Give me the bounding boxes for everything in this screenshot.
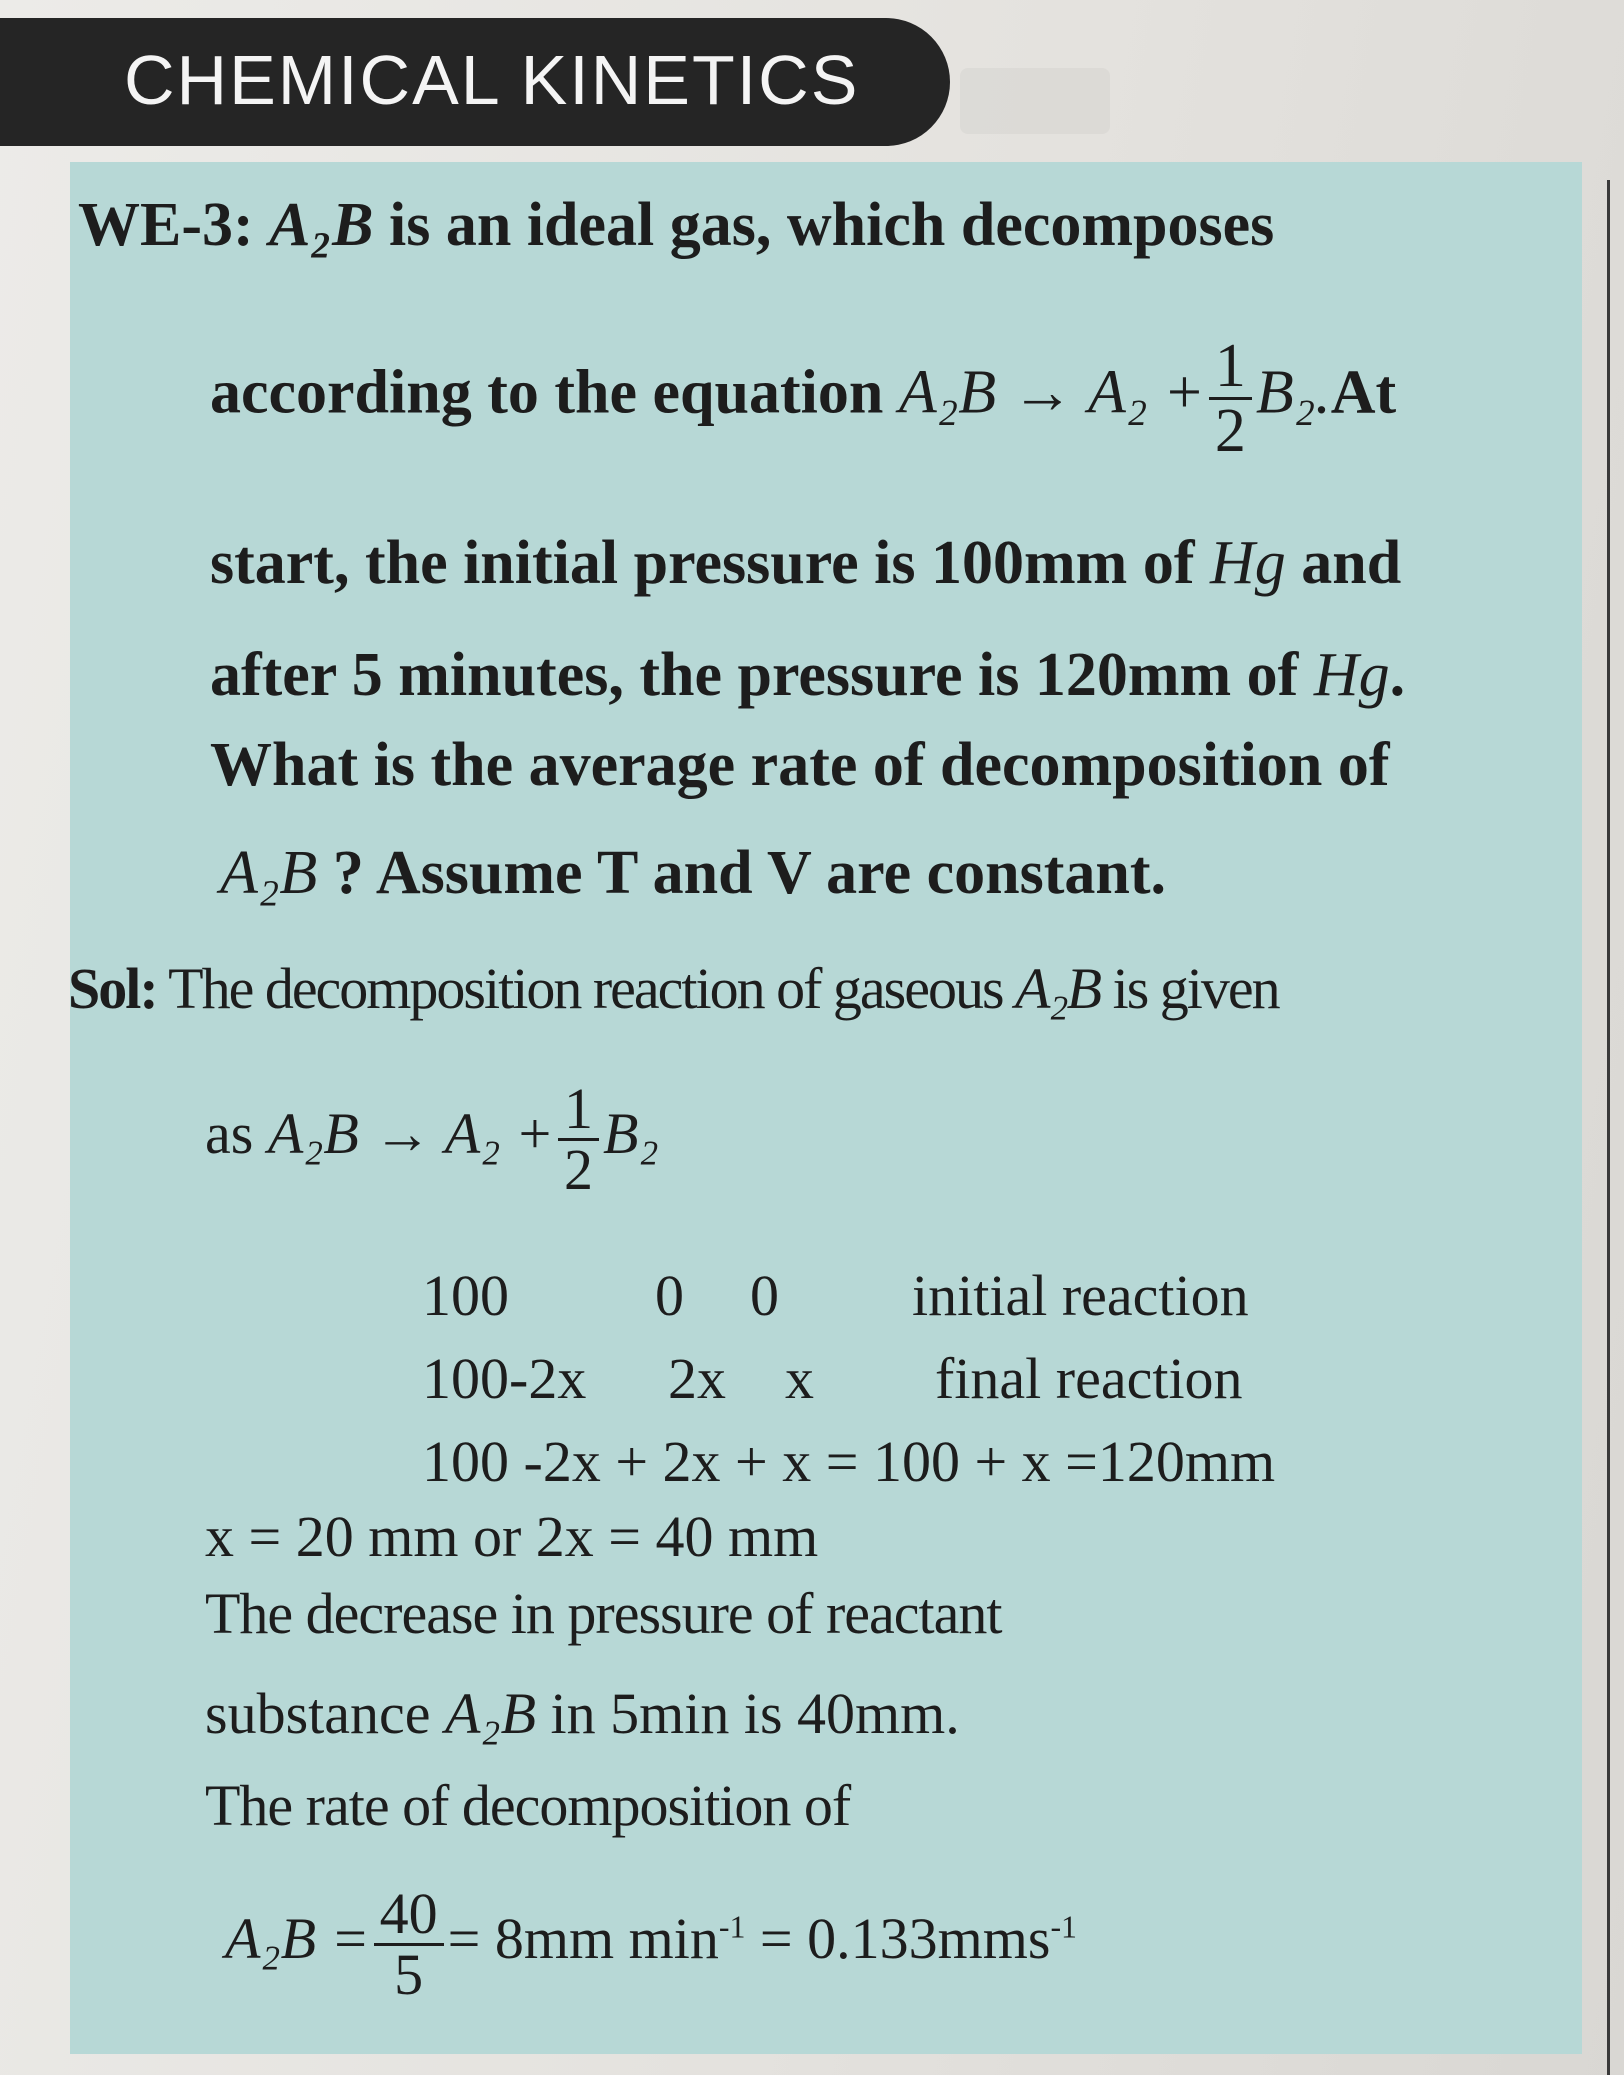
rate-per-minute: = 8mm min <box>447 1905 719 1971</box>
exponent: -1 <box>718 1909 746 1945</box>
reaction-equation-left: A₂B → A₂ + <box>898 358 1205 427</box>
question-text: and <box>1301 529 1402 597</box>
pressure-row-initial-b: 0 <box>655 1263 684 1328</box>
question-text: At <box>1330 358 1397 427</box>
pressure-sum-equation: 100 -2x + 2x + x = 100 + x =120mm <box>422 1429 1276 1494</box>
pressure-row-final-label: final reaction <box>935 1346 1243 1411</box>
symbol-hg: Hg <box>1313 641 1390 709</box>
pressure-row-final-b: 2x <box>668 1346 726 1411</box>
chapter-title: CHEMICAL KINETICS <box>124 41 860 119</box>
question-line-2 <box>210 332 1397 465</box>
fraction-denominator: 5 <box>374 1943 444 2004</box>
question-line-4 <box>210 640 1405 711</box>
fraction-forty-over-five <box>374 1881 444 2007</box>
symbol-hg: Hg <box>1209 529 1286 597</box>
formula-a2b: A₂B <box>445 1681 537 1746</box>
reaction-equation-right: B₂ <box>603 1100 659 1166</box>
solution-text: as <box>205 1100 254 1166</box>
fraction-numerator: 40 <box>379 1881 438 1946</box>
question-text: according to the equation <box>210 358 884 427</box>
question-text: start, the initial pressure is 100mm of <box>210 529 1195 597</box>
fraction-denominator: 2 <box>558 1138 599 1199</box>
reaction-equation-right: B₂. <box>1255 358 1331 427</box>
question-line-1 <box>78 190 1274 261</box>
question-text: is an ideal gas, which decomposes <box>388 191 1275 259</box>
solution-line-substance <box>205 1680 960 1747</box>
fraction-numerator: 1 <box>1214 332 1246 400</box>
exponent: -1 <box>1050 1909 1078 1945</box>
faded-logo-mark <box>960 68 1110 134</box>
pressure-row-initial-c: 0 <box>750 1263 779 1328</box>
solution-text: is given <box>1112 956 1279 1021</box>
question-label: WE-3: <box>78 191 254 259</box>
solution-x-value: x = 20 mm or 2x = 40 mm <box>205 1504 819 1569</box>
question-text: ? Assume T and V are constant. <box>332 839 1166 907</box>
solution-line-decrease: The decrease in pressure of reactant <box>205 1581 1002 1646</box>
solution-line-1 <box>68 955 1279 1022</box>
formula-a2b: A₂B <box>220 839 318 907</box>
column-divider <box>1607 180 1610 2075</box>
question-text: What is the average rate of decomposition of <box>210 731 1390 799</box>
pressure-row-initial-label: initial reaction <box>912 1263 1249 1328</box>
formula-a2b: A₂B <box>269 191 374 259</box>
pressure-row-final-c: x <box>785 1346 814 1411</box>
question-line-5 <box>210 730 1390 801</box>
solution-text: in 5min is 40mm. <box>550 1681 960 1746</box>
formula-a2b: A₂B <box>1015 956 1101 1021</box>
fraction-numerator: 1 <box>564 1076 594 1141</box>
fraction-one-half <box>1209 332 1252 465</box>
solution-label: Sol: <box>68 956 157 1021</box>
fraction-denominator: 2 <box>1209 397 1252 462</box>
pressure-row-final-a: 100-2x <box>422 1346 587 1411</box>
formula-a2b-lhs: A₂B = <box>225 1905 370 1971</box>
pressure-row-initial-a: 100 <box>422 1263 509 1328</box>
solution-line-rate: The rate of decomposition of <box>205 1773 851 1838</box>
solution-text: substance <box>205 1681 431 1746</box>
fraction-one-half <box>558 1076 599 1202</box>
solution-line-2 <box>205 1076 659 1202</box>
final-rate-equation <box>225 1881 1078 2007</box>
reaction-equation-left: A₂B → A₂ + <box>267 1100 555 1166</box>
solution-text: The decomposition reaction of gaseous <box>168 956 1003 1021</box>
rate-per-second: = 0.133mms <box>745 1905 1051 1971</box>
question-line-3 <box>210 528 1401 599</box>
question-text: after 5 minutes, the pressure is 120mm of <box>210 641 1299 709</box>
question-line-6 <box>220 838 1166 909</box>
question-text: . <box>1389 641 1406 709</box>
